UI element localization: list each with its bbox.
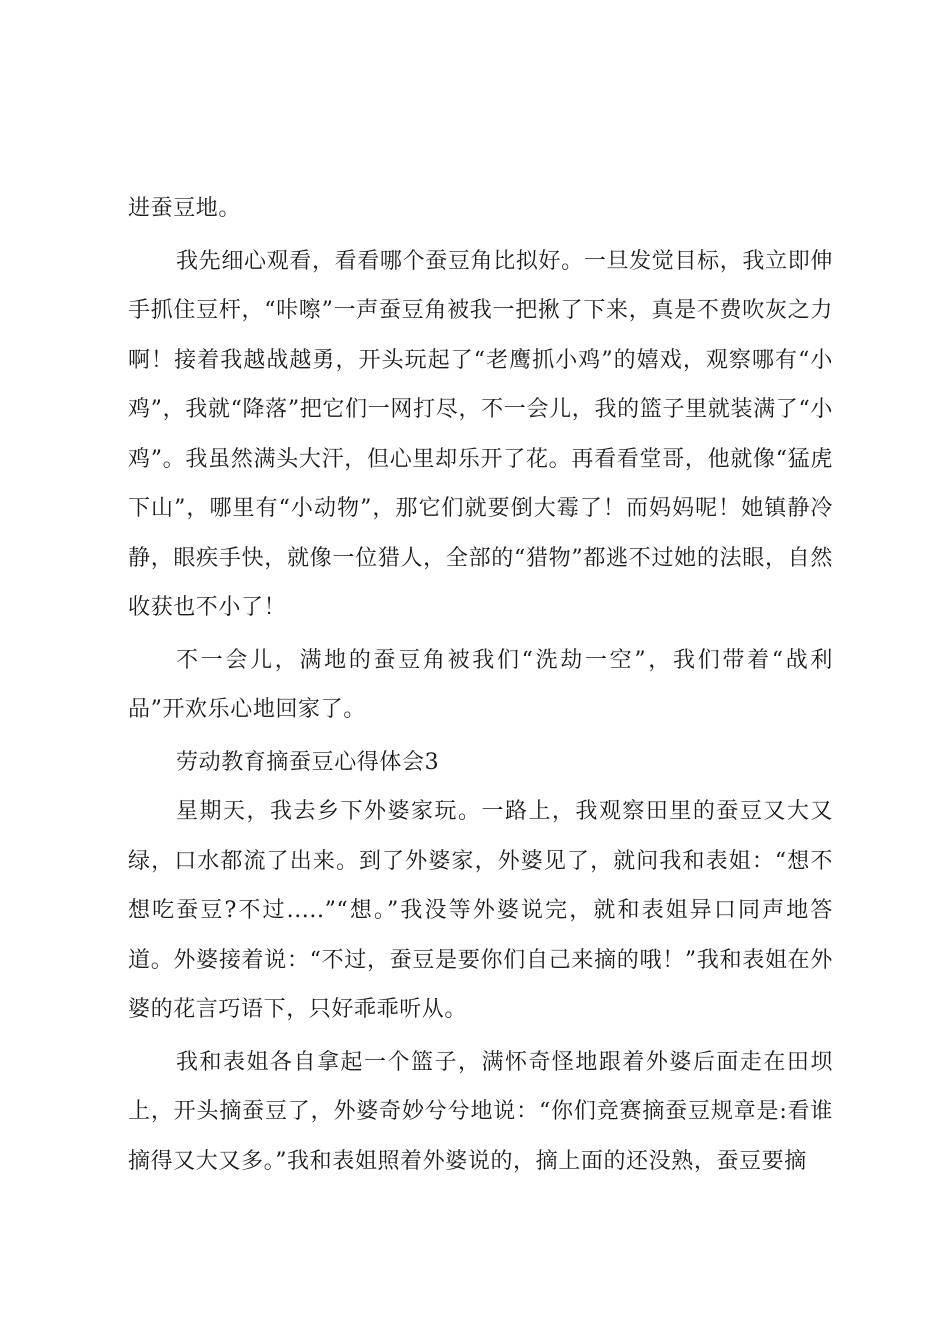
paragraph-continuation: 进蚕豆地。 <box>128 196 242 221</box>
paragraph: 星期天，我去乡下外婆家玩。一路上，我观察田里的蚕豆又大又绿，口水都流了出来。到了外婆家，外婆见了，就问我和表姐：“想不想吃蚕豆?不过.....”“想。”我没等外婆说完，就和表姐异口同声地答道。外婆接着说：“不过，蚕豆是要你们自己来摘的哦！”我和表姐在外婆的花言巧语下，只好乖乖听从。 <box>128 799 833 1022</box>
document-body <box>128 184 833 1186</box>
paragraph: 我和表姐各自拿起一个篮子，满怀奇怪地跟着外婆后面走在田坝上，开头摘蚕豆了，外婆奇妙兮兮地说：“你们竞赛摘蚕豆规章是:看谁摘得又大又多。”我和表姐照着外婆说的，摘上面的还没熟，蚕豆要摘 <box>128 1049 833 1174</box>
section-heading: 劳动教育摘蚕豆心得体会3 <box>176 749 440 775</box>
paragraph: 不一会儿，满地的蚕豆角被我们“洗劫一空”，我们带着“战利品”开欢乐心地回家了。 <box>128 647 833 722</box>
paragraph: 我先细心观看，看看哪个蚕豆角比拟好。一旦发觉目标，我立即伸手抓住豆杆，“咔嚓”一声蚕豆角被我一把揪了下来，真是不费吹灰之力啊！接着我越战越勇，开头玩起了“老鹰抓小鸡”的嬉戏，观察哪有“小鸡”，我就“降落”把它们一网打尽，不一会儿，我的篮子里就装满了“小鸡”。我虽然满头大汗，但心里却乐开了花。再看看堂哥，他就像“猛虎下山”，哪里有“小动物”，那它们就要倒大霉了！而妈妈呢！她镇静冷静，眼疾手快，就像一位猎人，全部的“猎物”都逃不过她的法眼，自然收获也不小了！ <box>128 248 833 620</box>
